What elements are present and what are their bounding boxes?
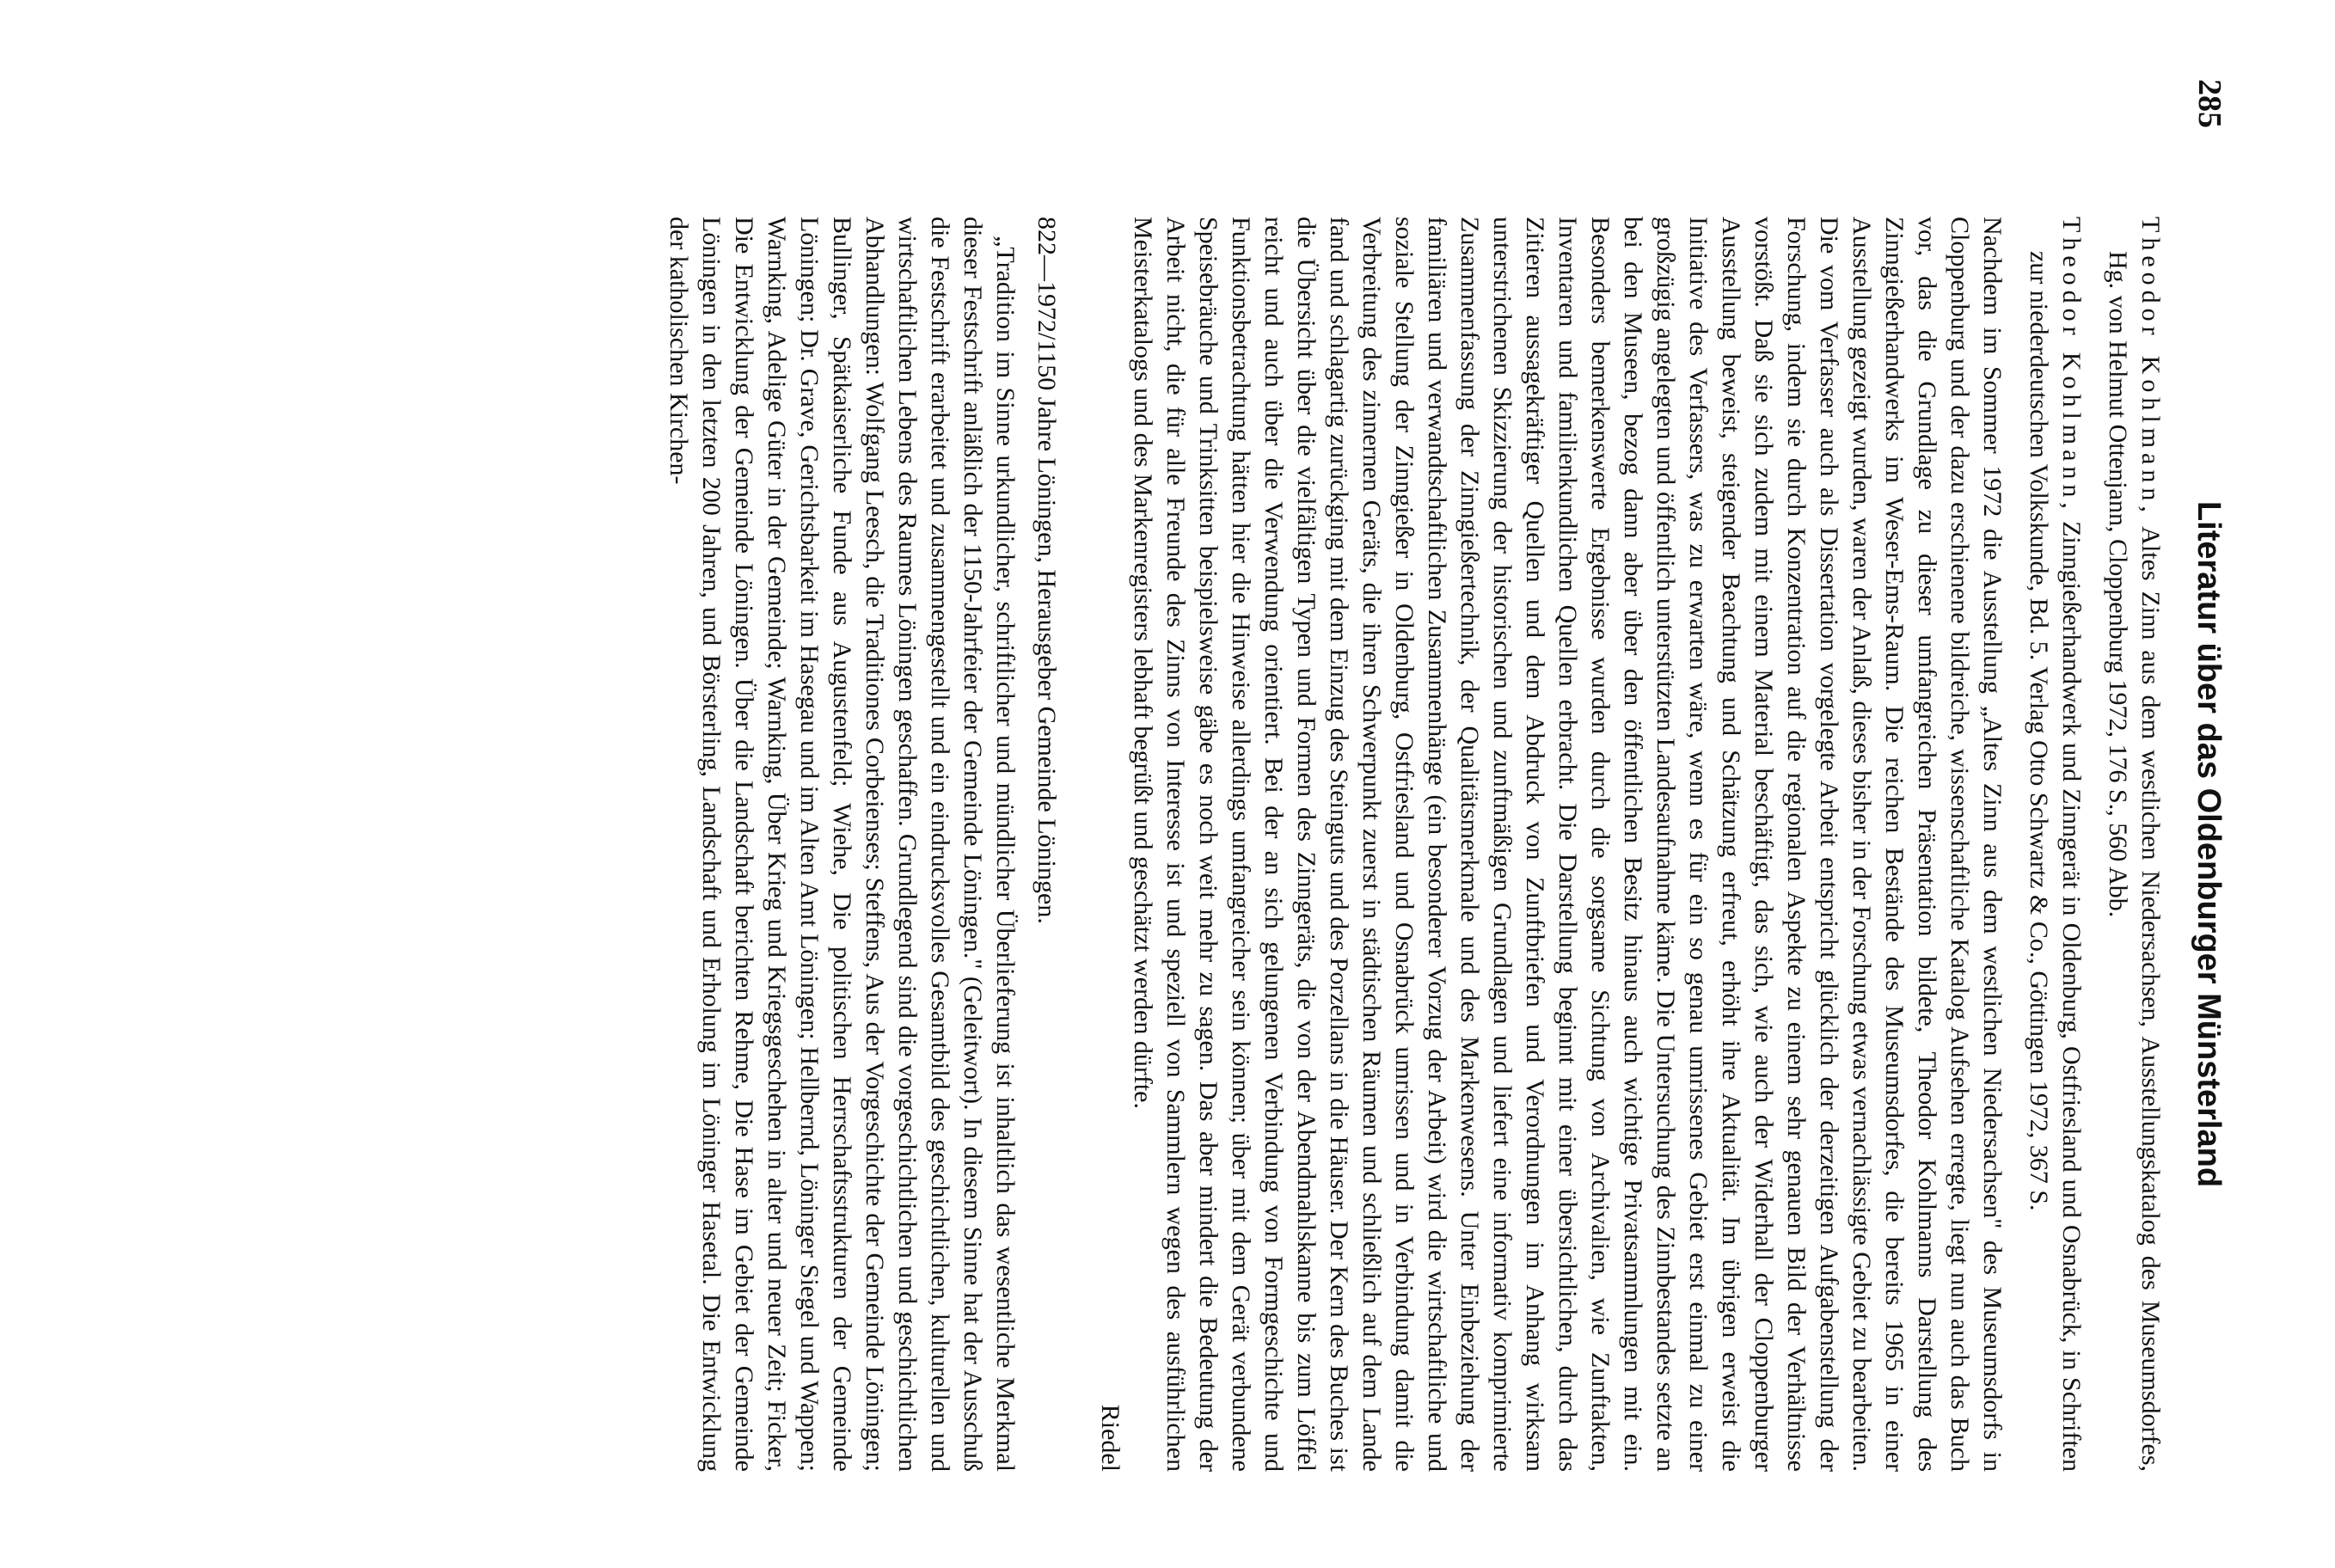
entry-citation: Altes Zinn aus dem westlichen Niedersachsen, Ausstellungskatalog des Museumsdorfes, Hg. von Helmut Ottenjann, Cloppenburg 1972, 176 S., 560 Abb.	[2104, 251, 2165, 1472]
bibliography-entry-1	[2101, 217, 2166, 1472]
review-paragraph: Nachdem im Sommer 1972 die Ausstellung „Altes Zinn aus dem westlichen Niedersachsen" des Museumsdorfs in Cloppenburg und der dazu erschienene bildreiche, wissenschaftliche Katalog Aufsehen erregte, liegt nun auch das Buch vor, das die Grundlage zu dieser umfangreichen Präsentation bildete, Theodor Kohlmanns Darstellung des Zinngießerhandwerks im Weser-Ems-Raum. Die reichen Bestände des Museumsdorfes, die bereits 1965 in einer Ausstellung gezeigt wurden, waren der Anlaß, dieses bisher in der Forschung etwas vernachlässigte Gebiet zu bearbeiten. Die vom Verfasser auch als Dissertation vorgelegte Arbeit entspricht glücklich der derzeitigen Aufgabenstellung der Forschung, indem sie durch Konzentration auf die regionalen Aspekte zu einem sehr genauen Bild der Verhältnisse vorstößt. Daß sie sich zudem mit einem Material beschäftigt, das sich, wie auch der Widerhall der Cloppenburger Ausstellung beweist, steigender Beachtung und Schätzung erfreut, erhöht ihre Aktualität. Im übrigen erweist die Initiative des Verfassers, was zu erwarten wäre, wenn es für ein so genau umrissenes Gebiet erst einmal zu einer großzügig angelegten und öffentlich unterstützten Landesaufnahme käme. Die Untersuchung des Zinnbestandes setzte an bei den Museen, bezog dann aber über den öffentlichen Besitz hinaus auch wichtige Privatsammlungen mit ein. Besonders bemerkenswerte Ergebnisse wurden durch die sorgsame Sichtung von Archivalien, wie Zunftakten, Inventaren und familienkundlichen Quellen erbracht. Die Darstellung beginnt mit einer übersichtlichen, durch das Zitieren aussagekräftiger Quellen und dem Abdruck von Zunftbriefen und Verordnungen im Anhang wirksam unterstrichenen Skizzierung der historischen und zunftmäßigen Grundlagen und liefert eine informativ komprimierte Zusammenfassung der Zinngießertechnik, der Qualitätsmerkmale und des Markenwesens. Unter Einbeziehung der familiären und verwandtschaftlichen Zusammenhänge (ein besonderer Vorzug der Arbeit) wird die wirtschaftliche und soziale Stellung der Zinngießer in Oldenburg, Ostfriesland und Osnabrück umrissen und in Verbindung damit die Verbreitung des zinnernen Geräts, die ihren Schwerpunkt zuerst in städtischen Räumen und schließlich auf dem Lande fand und schlagartig zurückging mit dem Einzug des Steinguts und des Porzellans in die Häuser. Der Kern des Buches ist die Übersicht über die vielfältigen Typen und Formen des Zinngeräts, die von der Abendmahlskanne bis zum Löffel reicht und auch über die Verwendung orientiert. Bei der an sich gelungenen Verbindung von Formgeschichte und Funktionsbetrachtung hätten hier die Hinweise allerdings umfangreicher sein können; über mit dem Gerät verbundene Speisebräuche und Trinksitten beispielsweise gäbe es noch weit mehr zu sagen. Das aber mindert die Bedeutung der Arbeit nicht, die für alle Freunde des Zinns von Interesse ist und speziell von Sammlern wegen des ausführlichen Meisterkatalogs und des Markenregisters lebhaft begrüßt und geschätzt werden dürfte.	[1129, 217, 2007, 1472]
page-number: 285	[2191, 79, 2228, 128]
entry-author: Theodor Kohlmann,	[2057, 217, 2086, 514]
reviewer-name: Riedel	[1096, 1404, 1125, 1472]
section-heading: Literatur über das Oldenburger Münsterland	[2191, 500, 2227, 1188]
second-entry-title: 822—1972/1150 Jahre Löningen, Herausgeber Gemeinde Löningen.	[1033, 217, 1061, 924]
page-content	[662, 217, 2225, 1472]
bibliography-entry-2	[2022, 217, 2087, 1472]
second-entry-text: „Tradition im Sinne urkundlicher, schriftlicher und mündlicher Überlieferung ist inhaltlich das wesentliche Merkmal dieser Festschrift anläßlich der 1150-Jahrfeier der Gemeinde Löningen." (Geleitwort). In diesem Sinne hat der Ausschuß die Festschrift erarbeitet und zusammengestellt und ein eindrucksvolles Gesamtbild des geschichtlichen, kulturellen und wirtschaftlichen Lebens des Raumes Löningen geschaffen. Grundlegend sind die vorgeschichtlichen und geschichtlichen Abhandlungen: Wolfgang Leesch, die Traditiones Corbeienses; Steffens, Aus der Vorgeschichte der Gemeinde Löningen; Bullinger, Spätkaiserliche Funde aus Augustenfeld; Wiehe, Die politischen Herrschaftsstrukturen der Gemeinde Löningen; Dr. Grave, Gerichtsbarkeit im Hasegau und im Alten Amt Löningen; Hellbernd, Löninger Siegel und Wappen; Warnking, Adelige Güter in der Gemeinde; Warnking, Über Krieg und Kriegsgeschehen in alter und neuer Zeit; Ficker, Die Entwicklung der Gemeinde Löningen. Über die Landschaft berichten Rehme, Die Hase im Gebiet der Gemeinde Löningen in den letzten 200 Jahren, und Börsterling, Landschaft und Erholung im Löninger Hasetal. Die Entwicklung der katholischen Kirchen-	[665, 217, 1020, 1472]
document-page	[110, 79, 2228, 1489]
entry-author: Theodor Kohlmann,	[2136, 217, 2165, 518]
entry-citation: Zinngießerhandwerk und Zinngerät in Oldenburg, Ostfriesland und Osnabrück, in Schriften zur niederdeutschen Volkskunde, Bd. 5. Verlag Otto Schwartz & Co., Göttingen 1972, 367 S.	[2025, 251, 2086, 1472]
